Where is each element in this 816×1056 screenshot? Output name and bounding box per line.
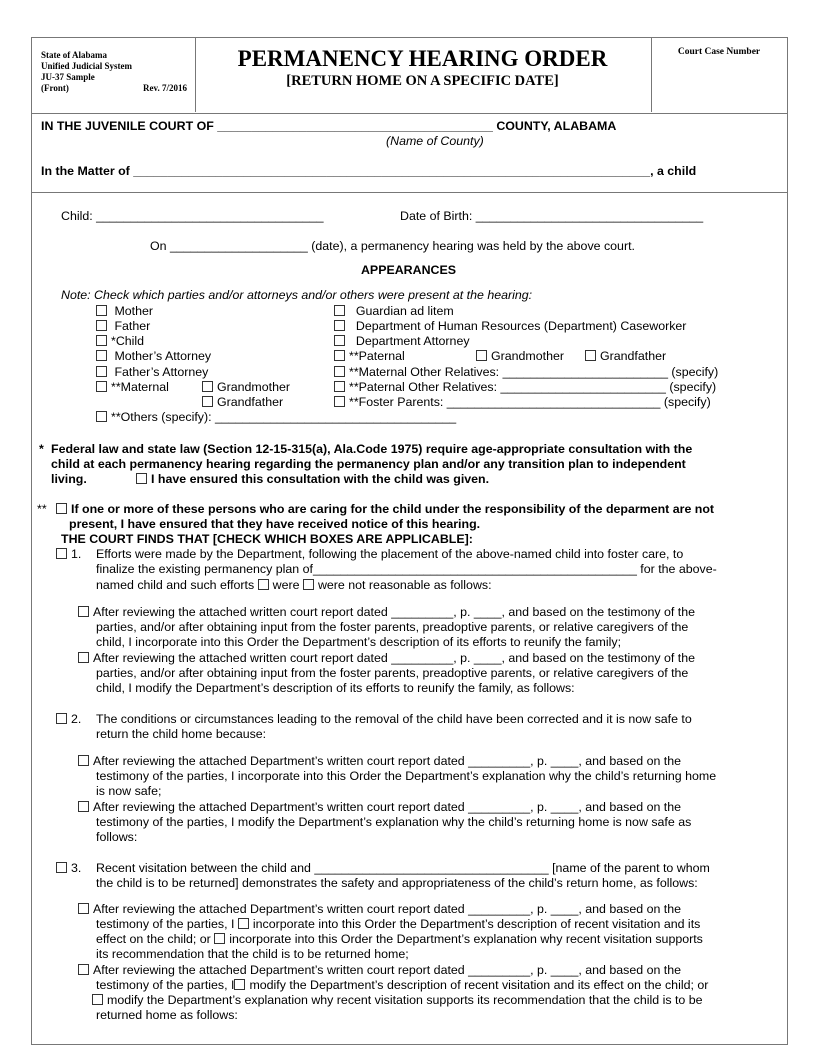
checkbox[interactable] <box>334 381 345 392</box>
finding-text: the child is to be returned] demonstrates the safety and appropriateness of the child’s return home, as follows: <box>96 876 698 890</box>
checkbox[interactable] <box>334 335 345 346</box>
checkbox[interactable] <box>258 579 269 590</box>
sub-text: returned home as follows: <box>96 1008 238 1022</box>
check-maternal-grandmother[interactable] <box>202 380 290 395</box>
label-text: Department of Human Resources (Department) Caseworker <box>355 319 687 333</box>
label-text: Grandfather <box>600 349 667 363</box>
check-finding-3[interactable] <box>56 861 81 876</box>
form-revision: Rev. 7/2016 <box>143 83 187 93</box>
check-maternal-grandfather[interactable] <box>202 395 283 410</box>
check-department-attorney[interactable] <box>334 334 470 349</box>
check-1b[interactable] <box>78 651 695 666</box>
court-finds-heading: THE COURT FINDS THAT [CHECK WHICH BOXES ARE APPLICABLE]: <box>61 532 473 546</box>
org-state: State of Alabama <box>41 50 107 60</box>
check-maternal[interactable] <box>96 380 169 395</box>
label-text: testimony of the parties, I <box>96 917 235 931</box>
form-number: JU-37 Sample <box>41 72 95 82</box>
check-were-not[interactable] <box>303 578 492 592</box>
checkbox[interactable] <box>334 350 345 361</box>
finding-text: The conditions or circumstances leading to the removal of the child have been corrected and it is now safe to <box>96 712 692 726</box>
label-text: **Maternal Other Relatives: ________________________ <box>349 365 668 379</box>
check-foster-parents[interactable] <box>334 395 711 410</box>
check-others[interactable] <box>96 410 456 425</box>
checkbox[interactable] <box>96 350 107 361</box>
sub-text: child, I modify the Department’s description of its efforts to reunify the family, as follows: <box>96 681 575 695</box>
checkbox[interactable] <box>476 350 487 361</box>
label-text: Mother <box>114 304 154 318</box>
checkbox[interactable] <box>78 652 89 663</box>
form-title: PERMANENCY HEARING ORDER <box>237 46 608 71</box>
sub-text: parties, and/or after obtaining input from the foster parents, preadoptive parents, or relative caregivers of the <box>96 620 689 634</box>
label-text: modify the Department’s description of recent visitation and its effect on the child; or <box>249 978 709 992</box>
county-field[interactable]: IN THE JUVENILE COURT OF ________________________________________ COUNTY, ALABAMA <box>41 119 617 133</box>
checkbox[interactable] <box>334 320 345 331</box>
checkbox[interactable] <box>78 903 89 914</box>
check-maternal-other-relatives[interactable] <box>334 365 718 380</box>
checkbox[interactable] <box>96 335 107 346</box>
checkbox[interactable] <box>96 320 107 331</box>
footnote-star: * <box>39 442 44 456</box>
check-paternal-grandmother[interactable] <box>476 349 564 364</box>
checkbox[interactable] <box>96 305 107 316</box>
checkbox[interactable] <box>56 713 67 724</box>
consult-text: Federal law and state law (Section 12-15-315(a), Ala.Code 1975) require age-appropriate consultation with the <box>51 442 693 456</box>
check-paternal-other-relatives[interactable] <box>334 380 716 395</box>
label-text: After reviewing the attached Department’s written court report dated _________, p. ____, and based on the <box>93 800 682 814</box>
notice-text: present, I have ensured that they have received notice of this hearing. <box>69 517 481 531</box>
label-text: incorporate into this Order the Department’s description of recent visitation and its <box>252 917 701 931</box>
label-text: After reviewing the attached written court report dated _________, p. ____, and based on the testimony of the <box>93 605 696 619</box>
sub-text: parties, and/or after obtaining input from the foster parents, preadoptive parents, or relative caregivers of the <box>96 666 689 680</box>
check-mothers-attorney[interactable] <box>96 349 211 364</box>
label-text: named child and such efforts <box>96 578 255 592</box>
check-finding-2[interactable] <box>56 712 81 727</box>
check-notice-given[interactable] <box>56 502 714 517</box>
sub-text: is now safe; <box>96 784 162 798</box>
label-text: Father <box>114 319 151 333</box>
sub-text <box>96 978 708 993</box>
checkbox[interactable] <box>234 979 245 990</box>
consult-text: child at each permanency hearing regarding the permanency plan and/or any transition plan to independent <box>51 457 686 471</box>
checkbox[interactable] <box>78 606 89 617</box>
check-consultation-given[interactable] <box>136 472 489 487</box>
label-text: After reviewing the attached written court report dated _________, p. ____, and based on the testimony of the <box>93 651 696 665</box>
label-text: **Paternal <box>349 349 405 363</box>
hearing-date-field[interactable]: On ____________________ (date), a permanency hearing was held by the above court. <box>150 239 635 253</box>
label-text: testimony of the parties, I <box>96 978 235 992</box>
child-field[interactable]: Child: _________________________________ <box>61 209 324 223</box>
check-fathers-attorney[interactable] <box>96 365 208 380</box>
label-text: 3. <box>71 861 82 875</box>
checkbox[interactable] <box>96 366 107 377</box>
label-text: Father’s Attorney <box>114 365 209 379</box>
consult-text: living. <box>51 472 87 486</box>
label-text: Mother’s Attorney <box>114 349 212 363</box>
label-text: If one or more of these persons who are caring for the child under the responsibility of the deparment are not <box>71 502 715 516</box>
form-side: (Front) <box>41 83 69 93</box>
check-guardian-ad-litem[interactable] <box>334 304 454 319</box>
check-father[interactable] <box>96 319 150 334</box>
appearances-heading: APPEARANCES <box>360 263 456 277</box>
label-text: modify the Department’s explanation why recent visitation supports its recommendation that the child is to be <box>107 993 703 1007</box>
checkbox[interactable] <box>78 755 89 766</box>
checkbox[interactable] <box>202 381 213 392</box>
label-text: were not reasonable as follows: <box>317 578 492 592</box>
checkbox[interactable] <box>303 579 314 590</box>
check-1a[interactable] <box>78 605 695 620</box>
label-text: After reviewing the attached Department’s written court report dated _________, p. ____, and based on the <box>93 963 682 977</box>
court-case-number-field[interactable]: Court Case Number <box>677 47 761 57</box>
finding-text: Efforts were made by the Department, following the placement of the above-named child into foster care, to <box>96 547 684 561</box>
check-3b[interactable] <box>78 963 681 978</box>
sub-text <box>96 917 700 932</box>
checkbox[interactable] <box>96 411 107 422</box>
check-paternal[interactable] <box>334 349 405 364</box>
label-text: (specify) <box>669 380 717 394</box>
label-text: Grandmother <box>217 380 291 394</box>
label-text: were <box>272 578 300 592</box>
checkbox[interactable] <box>78 801 89 812</box>
org-system: Unified Judicial System <box>41 61 133 71</box>
label-text: **Foster Parents: _______________________________ <box>349 395 661 409</box>
checkbox[interactable] <box>56 548 67 559</box>
sub-text: child, I incorporate into this Order the Department’s description of its efforts to reunify the family; <box>96 635 622 649</box>
checkbox[interactable] <box>585 350 596 361</box>
label-text: 1. <box>71 547 82 561</box>
checkbox[interactable] <box>56 503 67 514</box>
label-text: **Paternal Other Relatives: ________________________ <box>349 380 666 394</box>
check-mother[interactable] <box>96 304 153 319</box>
sub-text <box>96 932 703 947</box>
label-text: I have ensured this consultation with the child was given. <box>151 472 490 486</box>
parent-name-field[interactable]: Recent visitation between the child and __________________________________ [name of the parent to whom <box>96 861 710 875</box>
label-text: 2. <box>71 712 82 726</box>
label-text: incorporate into this Order the Department’s explanation why recent visitation supports <box>229 932 703 946</box>
form-subtitle: [RETURN HOME ON A SPECIFIC DATE] <box>286 73 559 89</box>
checkbox[interactable] <box>334 366 345 377</box>
checkbox[interactable] <box>96 381 107 392</box>
label-text: Grandmother <box>491 349 565 363</box>
sub-text: testimony of the parties, I modify the Department’s explanation why the child’s returning home is now safe as <box>96 815 692 829</box>
label-text: After reviewing the attached Department’s written court report dated _________, p. ____, and based on the <box>93 754 682 768</box>
finding-text <box>96 578 492 593</box>
checkbox[interactable] <box>334 396 345 407</box>
child-name-field[interactable]: In the Matter of ___________________________________________________________________________, a child <box>41 164 697 178</box>
sub-text <box>92 993 703 1008</box>
sub-text: testimony of the parties, I incorporate into this Order the Department’s explanation why the child’s returning home <box>96 769 717 783</box>
label-text: (specify) <box>663 395 711 409</box>
permanency-plan-field[interactable]: finalize the existing permanency plan of_______________________________________________ for the above- <box>96 562 717 576</box>
footnote-double-star: ** <box>37 502 47 516</box>
date-of-birth-field[interactable]: Date of Birth: _________________________________ <box>400 209 704 223</box>
label-text: After reviewing the attached Department’s written court report dated _________, p. ____, and based on the <box>93 902 682 916</box>
checkbox[interactable] <box>334 305 345 316</box>
label-text: Grandfather <box>217 395 284 409</box>
sub-text: follows: <box>96 830 138 844</box>
checkbox[interactable] <box>202 396 213 407</box>
sub-text: its recommendation that the child is to be returned home; <box>96 947 409 961</box>
label-text: Department Attorney <box>355 334 470 348</box>
check-3a[interactable] <box>78 902 681 917</box>
check-were[interactable] <box>258 578 300 592</box>
check-paternal-grandfather[interactable] <box>585 349 666 364</box>
check-child[interactable] <box>96 334 144 349</box>
county-hint: (Name of County) <box>386 134 484 148</box>
label-text: **Maternal <box>111 380 169 394</box>
checkbox[interactable] <box>136 473 147 484</box>
check-2a[interactable] <box>78 754 681 769</box>
form-info <box>41 50 187 94</box>
checkbox[interactable] <box>238 918 249 929</box>
checkbox[interactable] <box>92 994 103 1005</box>
appearances-note: Note: Check which parties and/or attorneys and/or others were present at the hearing: <box>61 288 533 302</box>
finding-text: return the child home because: <box>96 727 267 741</box>
label-text: (specify) <box>671 365 719 379</box>
label-text: Guardian ad litem <box>355 304 454 318</box>
label-text: effect on the child; or <box>96 932 211 946</box>
check-finding-1[interactable] <box>56 547 81 562</box>
check-2b[interactable] <box>78 800 681 815</box>
label-text: **Others (specify): ___________________________________ <box>111 410 457 424</box>
checkbox[interactable] <box>78 964 89 975</box>
label-text: *Child <box>111 334 145 348</box>
check-dhr-caseworker[interactable] <box>334 319 686 334</box>
checkbox[interactable] <box>56 862 67 873</box>
checkbox[interactable] <box>214 933 225 944</box>
